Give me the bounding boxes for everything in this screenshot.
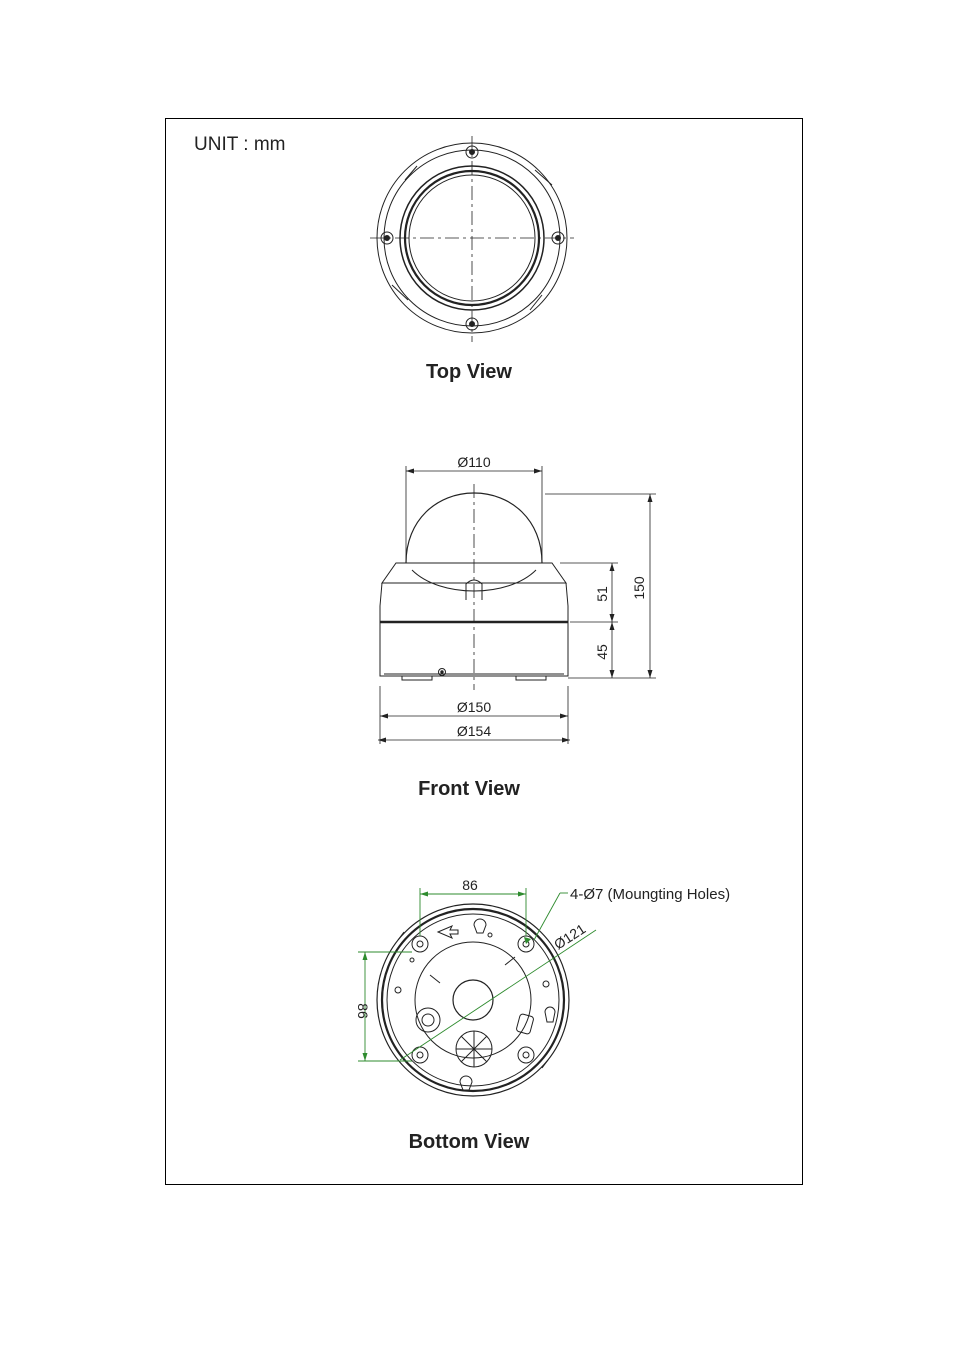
plate-detail-line <box>430 957 515 983</box>
screw-icon <box>488 933 492 937</box>
front-dimension-labels <box>457 454 647 739</box>
front-view-drawing <box>380 484 568 690</box>
plate-detail-line <box>398 932 404 940</box>
bottom-view-drawing <box>377 904 569 1096</box>
slot-icon <box>516 1013 534 1034</box>
screw-icon <box>410 958 414 962</box>
top-tab-line <box>405 166 417 180</box>
mounting-hole-icon <box>518 1047 534 1063</box>
bottom-rim <box>382 909 564 1091</box>
top-tab-line <box>535 170 552 185</box>
mounting-hole-icon <box>412 936 428 952</box>
knob-icon <box>416 1008 440 1032</box>
front-view-title: Front View <box>418 778 520 800</box>
foot-left <box>402 676 432 680</box>
dim-label-86-h: 86 <box>462 877 478 893</box>
holes-note: 4-Ø7 (Moungting Holes) <box>570 886 731 903</box>
keyhole-icon <box>545 1007 555 1022</box>
screw-icon <box>395 987 401 993</box>
foot-right <box>516 676 546 680</box>
dim-label-86-v: 86 <box>355 1003 371 1019</box>
dim-label-121: Ø121 <box>550 920 589 953</box>
unit-label: UNIT : mm <box>194 134 286 155</box>
mounting-hole-icon <box>412 1047 428 1063</box>
dim-label-h150: 150 <box>631 576 647 600</box>
keyhole-icon <box>474 919 486 933</box>
top-view-drawing <box>370 136 574 342</box>
screw-icon <box>543 981 549 987</box>
bottom-plate-circle <box>415 942 531 1058</box>
leader-line <box>534 893 560 940</box>
cable-hole <box>453 980 493 1020</box>
dim-label-51: 51 <box>594 586 610 602</box>
dim-label-154: Ø154 <box>456 723 492 739</box>
arrow-icon <box>438 926 458 938</box>
dim-label-150: Ø150 <box>456 699 492 715</box>
bottom-dimension-labels <box>355 877 730 1019</box>
keyhole-icon <box>460 1076 472 1090</box>
plate-detail-line <box>542 1060 548 1068</box>
dim-line-121 <box>400 930 596 1060</box>
arrow-icon <box>524 937 531 944</box>
bottom-view-title: Bottom View <box>408 1131 530 1153</box>
dim-label-45: 45 <box>594 644 610 660</box>
dim-label-110: Ø110 <box>457 454 491 470</box>
top-view-title: Top View <box>426 361 512 383</box>
vent-icon <box>456 1031 492 1067</box>
